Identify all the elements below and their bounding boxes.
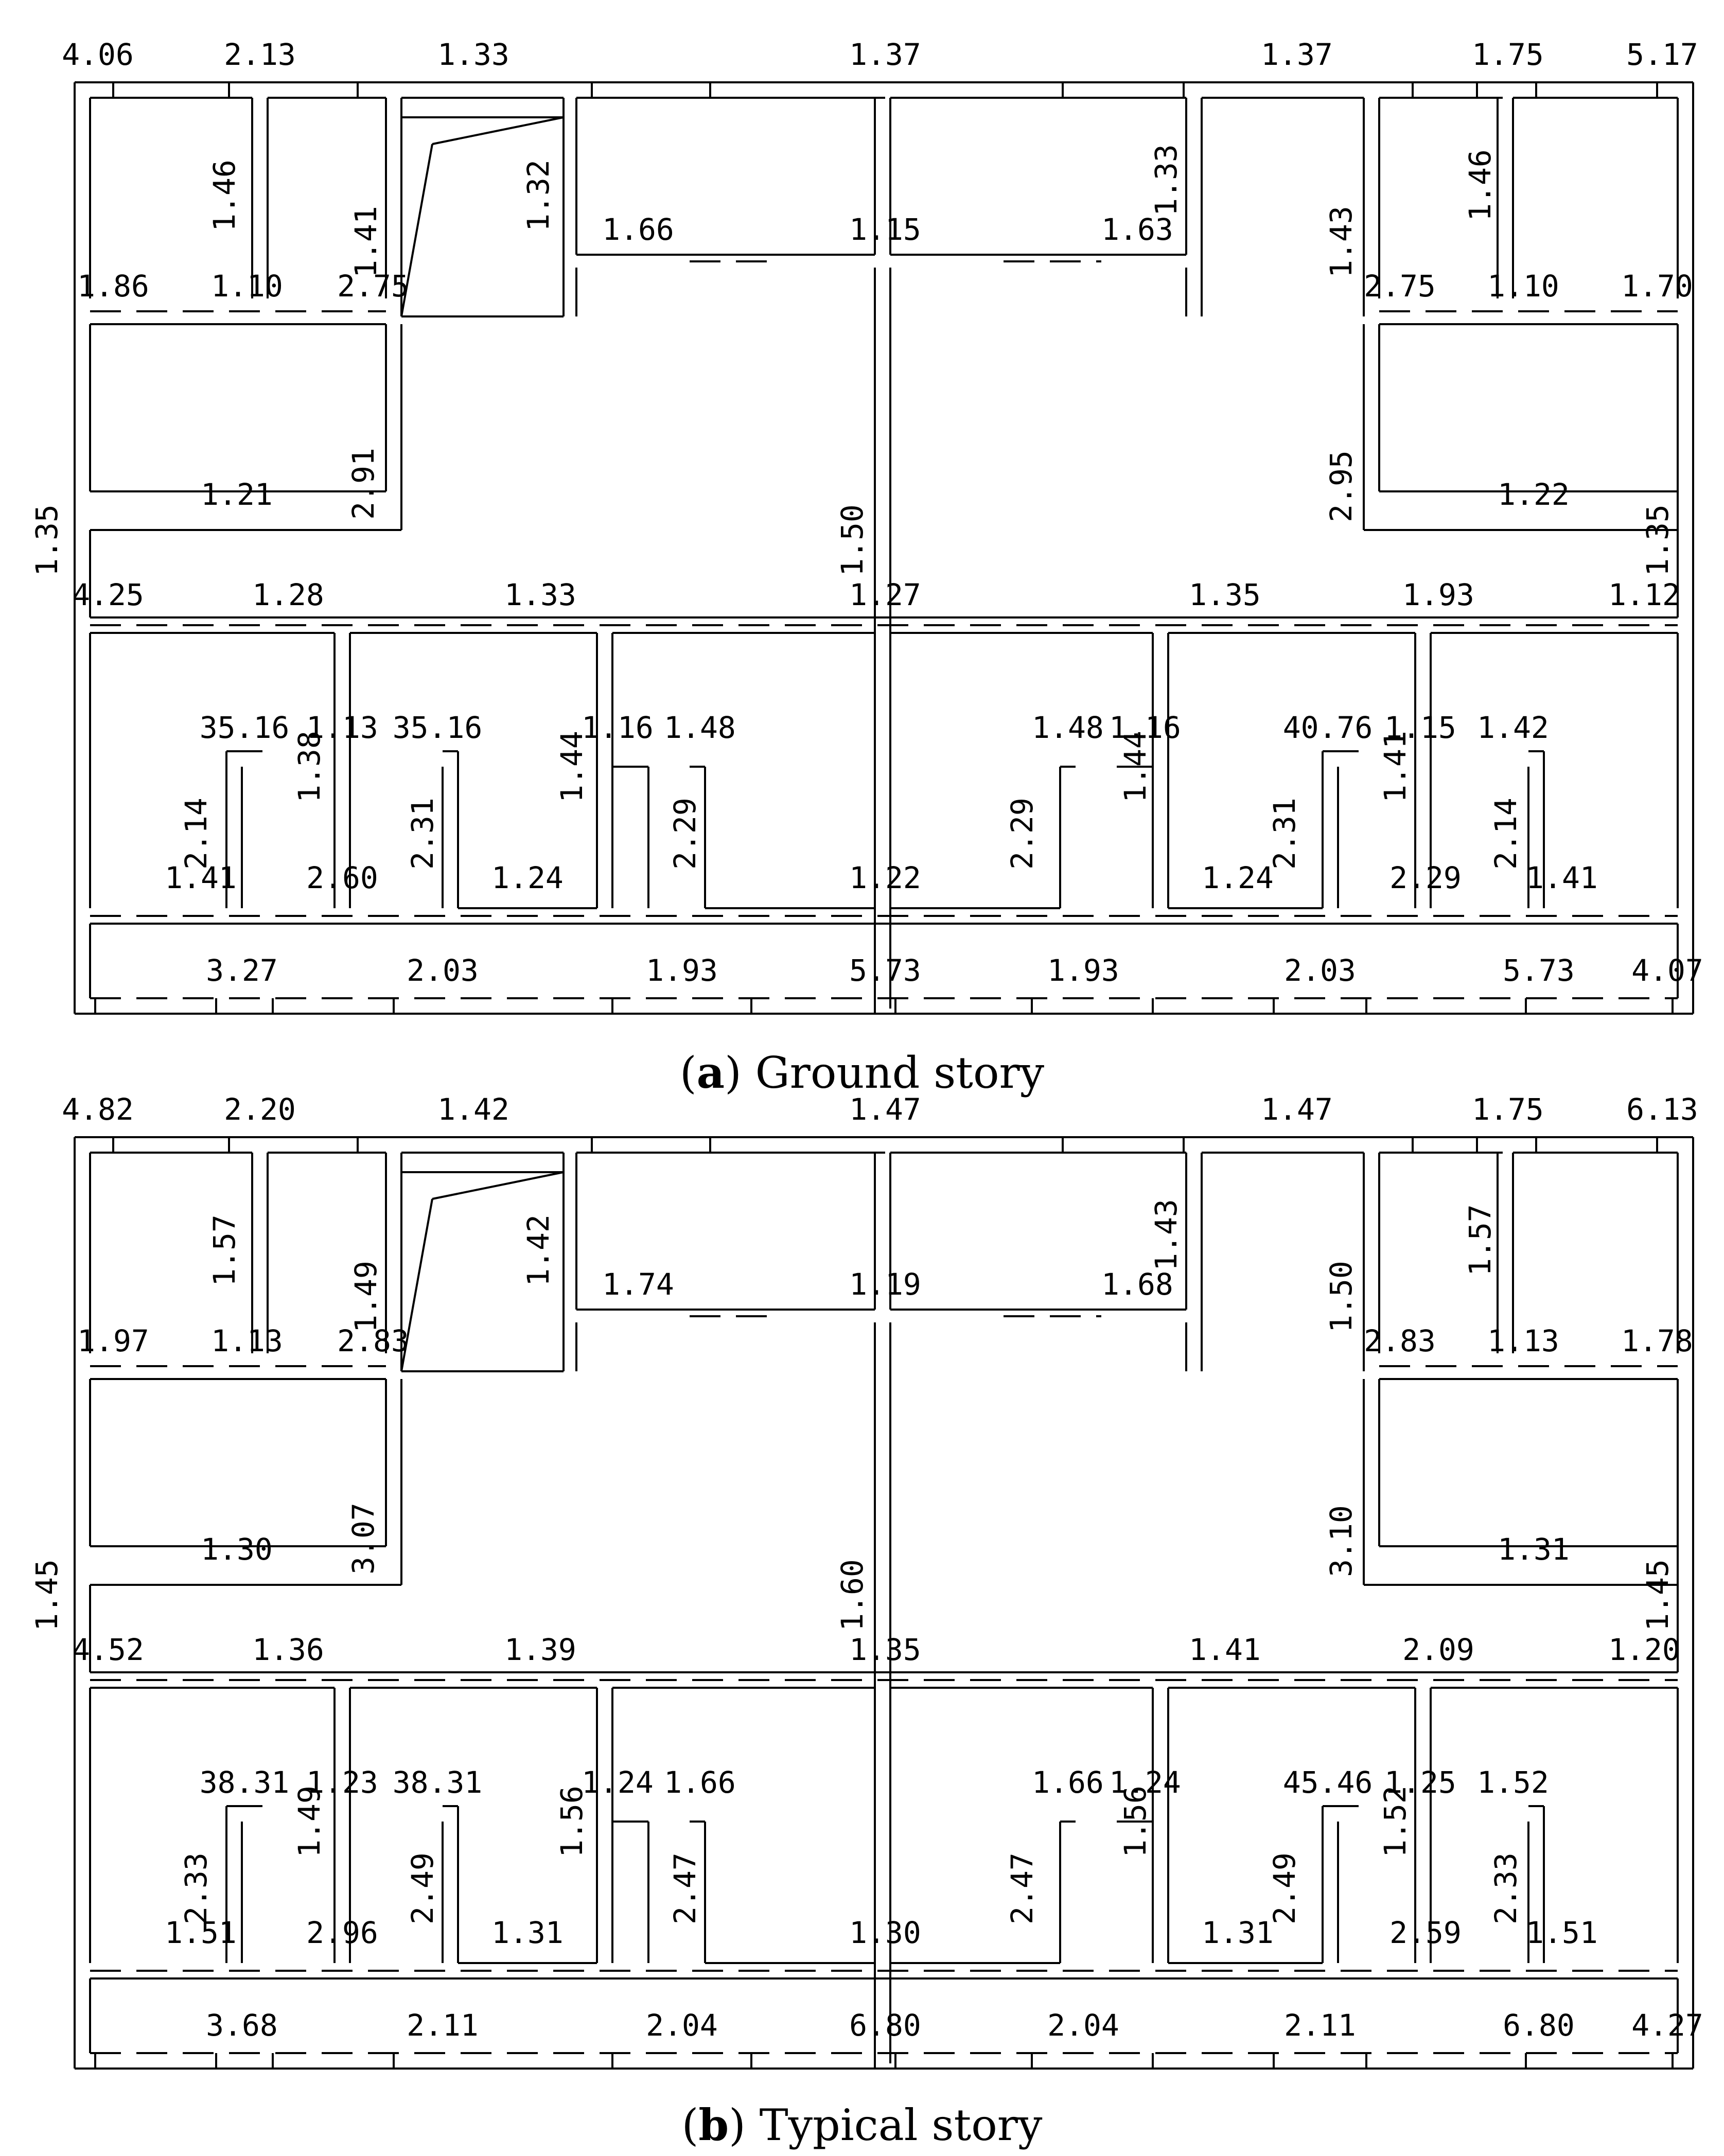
value-label: 1.48	[1032, 710, 1104, 746]
value-label: 1.12	[1608, 577, 1680, 613]
value-label: 1.48	[664, 710, 736, 746]
value-label: 1.24	[582, 1765, 654, 1800]
value-label: 1.41	[1526, 860, 1598, 896]
caption-text: Ground story	[755, 1048, 1045, 1098]
value-label: 1.36	[252, 1632, 324, 1668]
value-label: 1.24	[491, 860, 564, 896]
value-label: 5.17	[1626, 37, 1698, 73]
value-label: 4.25	[72, 577, 144, 613]
value-label: 2.04	[1047, 2008, 1119, 2043]
value-label: 1.66	[1032, 1765, 1104, 1800]
value-label: 2.59	[1389, 1915, 1462, 1951]
value-label: 1.33	[1149, 144, 1184, 216]
value-label: 1.13	[211, 1323, 283, 1359]
value-label: 38.31	[199, 1765, 290, 1800]
value-label: 40.76	[1282, 710, 1373, 746]
value-label: 1.27	[849, 577, 921, 613]
value-label: 2.11	[1284, 2008, 1356, 2043]
value-label: 3.27	[206, 953, 278, 988]
value-label: 1.31	[1202, 1915, 1274, 1951]
value-label: 1.32	[521, 160, 556, 232]
value-label: 1.42	[1477, 710, 1549, 746]
value-label: 2.33	[179, 1852, 214, 1924]
value-label: 2.47	[667, 1852, 703, 1924]
value-label: 1.46	[207, 160, 242, 232]
value-label: 1.68	[1101, 1267, 1173, 1302]
value-label: 4.52	[72, 1632, 144, 1668]
value-label: 1.86	[77, 269, 149, 304]
value-label: 1.20	[1608, 1632, 1680, 1668]
value-label: 2.20	[224, 1092, 296, 1127]
stiffness-labels	[29, 1092, 1703, 2043]
value-label: 1.30	[849, 1915, 921, 1951]
value-label: 1.49	[348, 1261, 384, 1333]
value-label: 1.57	[1463, 1204, 1498, 1276]
value-label: 2.75	[337, 269, 409, 304]
value-label: 1.93	[646, 953, 718, 988]
value-label: 1.50	[835, 504, 870, 576]
value-label: 4.27	[1631, 2008, 1703, 2043]
value-label: 1.66	[602, 212, 674, 248]
value-label: 1.35	[1640, 504, 1676, 576]
value-label: 1.23	[306, 1765, 378, 1800]
value-label: 1.63	[1101, 212, 1173, 248]
value-label: 1.37	[1261, 37, 1333, 73]
value-label: 2.29	[1005, 798, 1040, 870]
value-label: 1.45	[1640, 1559, 1676, 1631]
value-label: 2.14	[179, 798, 214, 870]
value-label: 1.10	[1487, 269, 1559, 304]
value-label: 2.11	[407, 2008, 479, 2043]
value-label: 1.13	[1487, 1323, 1559, 1359]
value-label: 2.75	[1364, 269, 1436, 304]
value-label: 2.09	[1402, 1632, 1474, 1668]
value-label: 2.03	[407, 953, 479, 988]
value-label: 1.19	[849, 1267, 921, 1302]
value-label: 1.15	[849, 212, 921, 248]
value-label: 1.78	[1621, 1323, 1693, 1359]
value-label: 1.51	[165, 1915, 237, 1951]
caption-text: Typical story	[759, 2100, 1043, 2150]
value-label: 1.43	[1324, 206, 1359, 278]
caption-ground-story: (a) Ground story	[679, 1047, 1045, 1098]
value-label: 4.06	[62, 37, 134, 73]
value-label: 1.16	[582, 710, 654, 746]
value-label: 2.95	[1324, 450, 1359, 522]
value-label: 3.07	[346, 1503, 381, 1575]
value-label: 1.25	[1384, 1765, 1456, 1800]
value-label: 2.83	[1364, 1323, 1436, 1359]
value-label: 1.75	[1472, 1092, 1544, 1127]
value-label: 1.75	[1472, 37, 1544, 73]
value-label: 1.10	[211, 269, 283, 304]
value-label: 1.56	[1118, 1786, 1153, 1858]
value-label: 1.52	[1378, 1786, 1413, 1858]
value-label: 1.47	[1261, 1092, 1333, 1127]
value-label: 1.41	[348, 206, 384, 278]
plan-ground-story	[29, 37, 1703, 1014]
value-label: 2.47	[1005, 1852, 1040, 1924]
value-label: 1.22	[1498, 477, 1570, 513]
value-label: 2.29	[667, 798, 703, 870]
value-label: 1.35	[1189, 577, 1261, 613]
value-label: 2.60	[306, 860, 378, 896]
value-label: 2.03	[1284, 953, 1356, 988]
value-label: 3.68	[206, 2008, 278, 2043]
value-label: 1.93	[1047, 953, 1119, 988]
value-label: 4.82	[62, 1092, 134, 1127]
value-label: 2.91	[346, 448, 381, 520]
value-label: 1.42	[521, 1214, 556, 1286]
value-label: 1.21	[201, 477, 273, 513]
value-label: 1.13	[306, 710, 378, 746]
value-label: 1.28	[252, 577, 324, 613]
value-label: 5.73	[1503, 953, 1575, 988]
value-label: 2.31	[405, 798, 441, 870]
value-label: 1.33	[504, 577, 576, 613]
value-label: 1.16	[1109, 710, 1181, 746]
value-label: 2.96	[306, 1915, 378, 1951]
wall-line	[432, 1172, 564, 1199]
plan-typical-story	[29, 1092, 1703, 2069]
value-label: 1.31	[491, 1915, 564, 1951]
value-label: 1.44	[554, 731, 590, 803]
value-label: 1.22	[849, 860, 921, 896]
value-label: 2.29	[1389, 860, 1462, 896]
value-label: 2.33	[1488, 1852, 1524, 1924]
value-label: 1.24	[1109, 1765, 1181, 1800]
value-label: 1.43	[1149, 1199, 1184, 1271]
value-label: 1.33	[437, 37, 509, 73]
value-label: 1.50	[1324, 1261, 1359, 1333]
value-label: 1.35	[29, 504, 65, 576]
value-label: 45.46	[1282, 1765, 1373, 1800]
value-label: 1.93	[1402, 577, 1474, 613]
value-label: 1.46	[1463, 149, 1498, 221]
value-label: 1.56	[554, 1786, 590, 1858]
value-label: 1.74	[602, 1267, 674, 1302]
wall-line	[432, 117, 564, 144]
value-label: 2.13	[224, 37, 296, 73]
value-label: 1.70	[1621, 269, 1693, 304]
value-label: 1.44	[1118, 731, 1153, 803]
stiffness-labels	[29, 37, 1703, 988]
value-label: 2.14	[1488, 798, 1524, 870]
value-label: 1.52	[1477, 1765, 1549, 1800]
value-label: 1.60	[835, 1559, 870, 1631]
value-label: 1.97	[77, 1323, 149, 1359]
value-label: 1.66	[664, 1765, 736, 1800]
value-label: 1.57	[207, 1214, 242, 1286]
value-label: 6.13	[1626, 1092, 1698, 1127]
value-label: 1.15	[1384, 710, 1456, 746]
value-label: 2.83	[337, 1323, 409, 1359]
caption-letter: b	[698, 2099, 729, 2150]
caption-typical-story: (b) Typical story	[681, 2099, 1043, 2150]
value-label: 1.42	[437, 1092, 509, 1127]
value-label: 1.41	[165, 860, 237, 896]
value-label: 1.38	[292, 731, 327, 803]
value-label: 1.41	[1189, 1632, 1261, 1668]
value-label: 1.31	[1498, 1532, 1570, 1567]
value-label: 1.37	[849, 37, 921, 73]
value-label: 6.80	[849, 2008, 921, 2043]
value-label: 1.30	[201, 1532, 273, 1567]
value-label: 5.73	[849, 953, 921, 988]
value-label: 6.80	[1503, 2008, 1575, 2043]
value-label: 1.41	[1378, 731, 1413, 803]
value-label: 2.31	[1267, 798, 1303, 870]
value-label: 1.47	[849, 1092, 921, 1127]
value-label: 1.49	[292, 1786, 327, 1858]
value-label: 1.39	[504, 1632, 576, 1668]
value-label: 35.16	[199, 710, 290, 746]
value-label: 38.31	[392, 1765, 483, 1800]
caption-letter: a	[696, 1047, 725, 1098]
value-label: 1.35	[849, 1632, 921, 1668]
value-label: 1.51	[1526, 1915, 1598, 1951]
value-label: 3.10	[1324, 1505, 1359, 1577]
value-label: 1.45	[29, 1559, 65, 1631]
value-label: 35.16	[392, 710, 483, 746]
value-label: 2.49	[1267, 1852, 1303, 1924]
value-label: 2.49	[405, 1852, 441, 1924]
value-label: 1.24	[1202, 860, 1274, 896]
value-label: 4.07	[1631, 953, 1703, 988]
value-label: 2.04	[646, 2008, 718, 2043]
